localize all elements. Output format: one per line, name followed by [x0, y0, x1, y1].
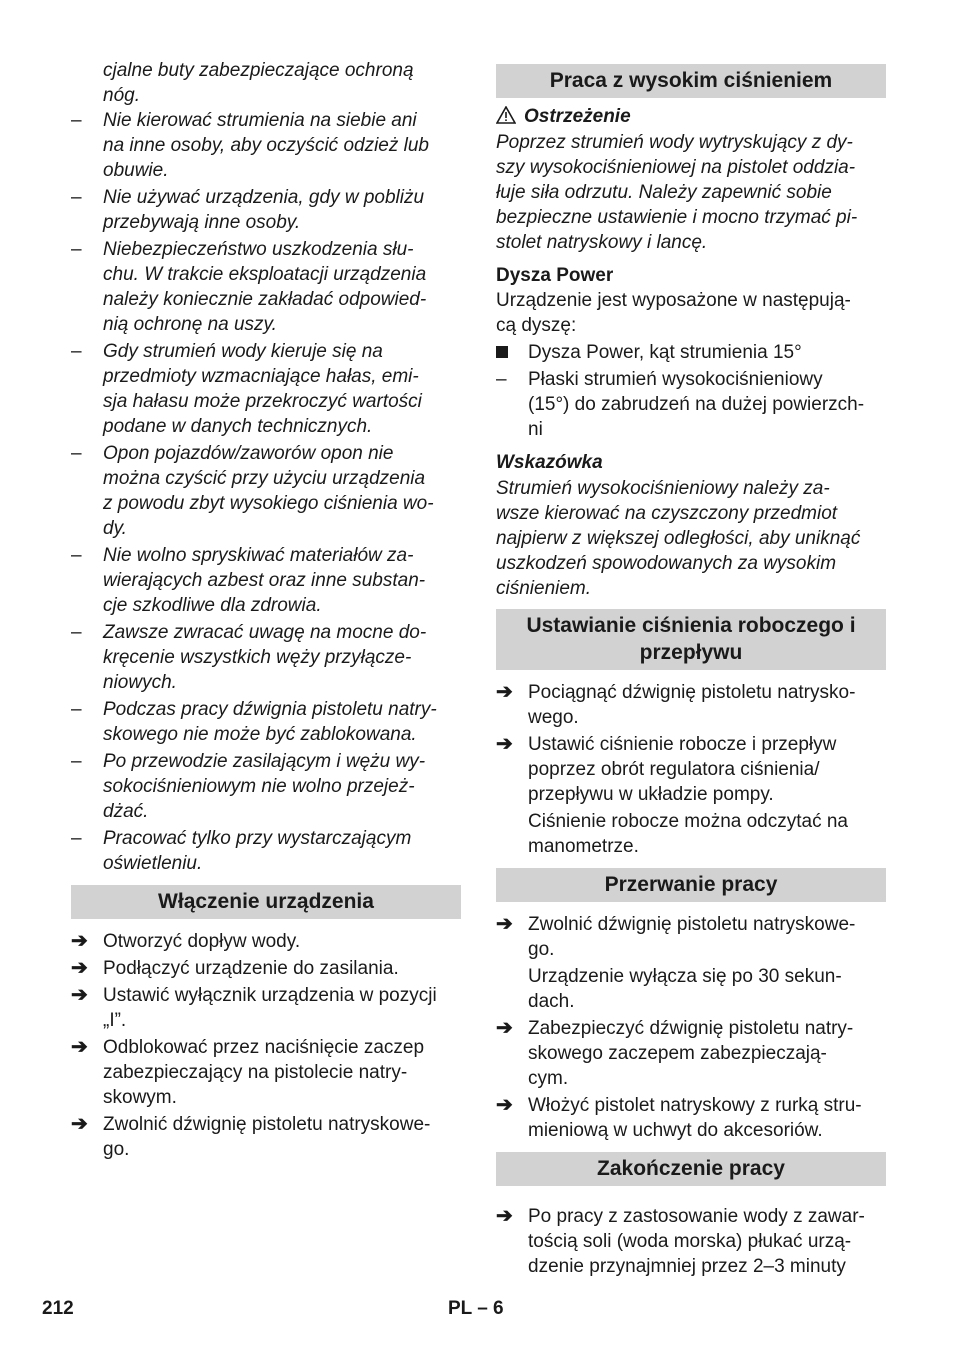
dash-marker: – — [71, 699, 82, 720]
list-item — [496, 1093, 886, 1143]
warning-text — [496, 130, 886, 255]
warning-triangle-icon — [496, 106, 516, 124]
arrow-right-icon: ➔ — [71, 930, 88, 952]
footer-page-number: 212 — [42, 1298, 74, 1319]
text-line: cym. — [528, 1068, 569, 1089]
list-item — [71, 1035, 461, 1110]
pressure-title-line: przepływu — [639, 641, 743, 664]
text-line: Odblokować przez naciśnięcie zaczep — [103, 1037, 425, 1058]
safety-dash-list — [71, 108, 461, 876]
text-line: Zwolnić dźwignię pistoletu natryskowe- — [103, 1114, 431, 1135]
text-line: sokociśnieniowym nie wolno przejeż- — [103, 776, 415, 797]
warning-label: Ostrzeżenie — [524, 106, 631, 127]
text-line: Ustawić wyłącznik urządzenia w pozycji — [103, 985, 437, 1006]
text-line: dy. — [103, 518, 127, 539]
section-heading-pressure — [496, 609, 886, 670]
right-column — [496, 58, 886, 1281]
text-line: przepływu w układzie pompy. — [528, 784, 774, 805]
text-line: skowym. — [103, 1087, 177, 1108]
arrow-right-icon: ➔ — [496, 1094, 513, 1116]
text-line: Nie wolno spryskiwać materiałów za- — [103, 545, 414, 566]
square-item-text: Dysza Power, kąt strumienia 15° — [528, 342, 802, 363]
arrow-right-icon: ➔ — [496, 1017, 513, 1039]
text-line: go. — [528, 939, 555, 960]
text-line: Nie kierować strumienia na siebie ani — [103, 110, 417, 131]
list-item — [71, 543, 461, 618]
text-line: nią ochronę na uszy. — [103, 314, 277, 335]
text-line: Nie używać urządzenia, gdy w pobliżu — [103, 187, 425, 208]
text-line: skowego zaczepem zabezpieczają- — [528, 1043, 827, 1064]
text-line: Otworzyć dopływ wody. — [103, 931, 301, 952]
text-line: wierających azbest oraz inne substan- — [103, 570, 426, 591]
list-item — [71, 826, 461, 876]
text-line: manometrze. — [528, 836, 639, 857]
text-line: chu. W trakcie eksploatacji urządzenia — [103, 264, 427, 285]
text-line: oświetleniu. — [103, 853, 203, 874]
text-line: Po pracy z zastosowanie wody z zawar- — [528, 1206, 865, 1227]
text-line: skowego nie może być zablokowana. — [103, 724, 417, 745]
text-line: Strumień wysokociśnieniowy należy za- — [496, 478, 830, 499]
section-heading-end: Zakończenie pracy — [496, 1152, 886, 1186]
intro-line: nóg. — [103, 85, 140, 106]
text-line: ciśnieniem. — [496, 578, 592, 599]
text-line: łuje siła odrzutu. Należy zapewnić sobie — [496, 182, 832, 203]
text-line: z powodu zbyt wysokiego ciśnienia wo- — [103, 493, 434, 514]
text-line: (15°) do zabrudzeń na dużej powierzch- — [528, 394, 865, 415]
arrow-right-icon: ➔ — [71, 984, 88, 1006]
text-line: ni — [528, 419, 543, 440]
text-line: cje szkodliwe dla zdrowia. — [103, 595, 322, 616]
text-line: bezpieczne ustawienie i mocno trzymać pi- — [496, 207, 858, 228]
list-item — [496, 732, 886, 807]
list-item — [496, 912, 886, 962]
text-line: kręcenie wszystkich węży przyłącze- — [103, 647, 412, 668]
arrow-right-icon: ➔ — [71, 1036, 88, 1058]
text-line: można czyścić przy użyciu urządzenia — [103, 468, 426, 489]
text-line: Po przewodzie zasilającym i wężu wy- — [103, 751, 426, 772]
break-step-1 — [496, 912, 886, 962]
text-line: Poprzez strumień wody wytryskujący z dy- — [496, 132, 853, 153]
nozzle-intro — [496, 288, 886, 338]
arrow-right-icon: ➔ — [496, 1205, 513, 1227]
list-item — [496, 367, 886, 442]
pressure-title-line: Ustawianie ciśnienia roboczego i — [526, 614, 856, 637]
dash-marker: – — [71, 622, 82, 643]
text-line: Urządzenie jest wyposażone w następują- — [496, 290, 851, 311]
list-item — [71, 620, 461, 695]
text-line: Podczas pracy dźwignia pistoletu natry- — [103, 699, 437, 720]
text-line: dzenie przynajmniej przez 2–3 minuty — [528, 1256, 846, 1277]
paragraph — [496, 130, 886, 255]
text-line: Włożyć pistolet natryskowy z rurką stru- — [528, 1095, 862, 1116]
text-line: stolet natryskowy i lancę. — [496, 232, 708, 253]
section-heading-switch-on: Włączenie urządzenia — [71, 885, 461, 919]
text-line: podane w danych technicznych. — [103, 416, 373, 437]
note-label: Wskazówka — [496, 452, 603, 473]
text-line: na inne osoby, aby oczyścić odzież lub — [103, 135, 429, 156]
nozzle-heading: Dysza Power — [496, 265, 614, 286]
text-line: przedmioty wzmacniające hałas, emi- — [103, 366, 419, 387]
list-item — [71, 697, 461, 747]
footer-language-page: PL – 6 — [448, 1298, 504, 1319]
text-line: Płaski strumień wysokociśnieniowy — [528, 369, 823, 390]
text-line: „I”. — [103, 1010, 127, 1031]
intro-line: cjalne buty zabezpieczające ochroną — [103, 60, 414, 81]
dash-marker: – — [71, 828, 82, 849]
text-line: Ustawić ciśnienie robocze i przepływ — [528, 734, 837, 755]
list-item — [496, 1016, 886, 1091]
dash-marker: – — [496, 369, 507, 390]
text-line: Zwolnić dźwignię pistoletu natryskowe- — [528, 914, 856, 935]
dash-marker: – — [71, 187, 82, 208]
list-item — [71, 185, 461, 235]
text-line: dżać. — [103, 801, 149, 822]
paragraph — [496, 476, 886, 601]
list-item — [71, 1112, 461, 1162]
text-line: zabezpieczający na pistolecie natry- — [103, 1062, 408, 1083]
arrow-right-icon: ➔ — [496, 681, 513, 703]
text-line: go. — [103, 1139, 130, 1160]
text-line: należy koniecznie zakładać odpowied- — [103, 289, 427, 310]
dash-marker: – — [71, 751, 82, 772]
arrow-right-icon: ➔ — [71, 1113, 88, 1135]
paragraph — [496, 964, 886, 1014]
dash-marker: – — [71, 341, 82, 362]
pressure-steps — [496, 680, 886, 807]
list-item — [71, 237, 461, 337]
text-line: wego. — [528, 707, 579, 728]
text-line: cą dyszę: — [496, 315, 577, 336]
dash-marker: – — [71, 443, 82, 464]
arrow-right-icon: ➔ — [71, 957, 88, 979]
text-line: mieniową w uchwyt do akcesoriów. — [528, 1120, 823, 1141]
note-heading — [496, 450, 886, 475]
text-line: Podłączyć urządzenie do zasilania. — [103, 958, 399, 979]
list-item — [71, 108, 461, 183]
pressure-after-text — [496, 809, 886, 859]
arrow-right-icon: ➔ — [496, 733, 513, 755]
end-steps — [496, 1204, 886, 1279]
list-item — [71, 929, 461, 954]
text-line: przebywają inne osoby. — [103, 212, 301, 233]
list-item — [496, 1204, 886, 1279]
text-line: szy wysokociśnieniowej na pistolet oddzia- — [496, 157, 856, 178]
square-bullet-icon — [496, 340, 524, 365]
list-item — [71, 339, 461, 439]
arrow-right-icon: ➔ — [496, 913, 513, 935]
section-heading-break: Przerwanie pracy — [496, 868, 886, 902]
break-after-text — [496, 964, 886, 1014]
text-line: Niebezpieczeństwo uszkodzenia słu- — [103, 239, 414, 260]
text-line: Pracować tylko przy wystarczającym — [103, 828, 412, 849]
text-line: uszkodzeń spowodowanych za wysokim — [496, 553, 837, 574]
left-column — [71, 58, 461, 1164]
list-item — [71, 441, 461, 541]
list-item — [71, 983, 461, 1033]
text-line: Ciśnienie robocze można odczytać na — [528, 811, 849, 832]
text-line: tością soli (woda morska) płukać urzą- — [528, 1231, 852, 1252]
list-item — [496, 680, 886, 730]
text-line: obuwie. — [103, 160, 169, 181]
text-line: najpierw z większej odległości, aby uniknąć — [496, 528, 861, 549]
list-item — [71, 956, 461, 981]
text-line: Pociągnąć dźwignię pistoletu natrysko- — [528, 682, 856, 703]
text-line: Zabezpieczyć dźwignię pistoletu natry- — [528, 1018, 854, 1039]
dash-marker: – — [71, 110, 82, 131]
square-list-item — [496, 340, 886, 365]
note-text — [496, 476, 886, 601]
dash-marker: – — [71, 239, 82, 260]
warning-heading — [496, 104, 886, 129]
paragraph — [496, 809, 886, 859]
text-line: sja hałasu może przekroczyć wartości — [103, 391, 422, 412]
section-heading-high-pressure: Praca z wysokim ciśnieniem — [496, 64, 886, 98]
text-line: Gdy strumień wody kieruje się na — [103, 341, 383, 362]
nozzle-dash-item — [496, 367, 886, 442]
text-line: Urządzenie wyłącza się po 30 sekun- — [528, 966, 842, 987]
text-line: niowych. — [103, 672, 177, 693]
text-line: Opon pojazdów/zaworów opon nie — [103, 443, 394, 464]
dash-marker: – — [71, 545, 82, 566]
text-line: poprzez obrót regulatora ciśnienia/ — [528, 759, 820, 780]
text-line: Zawsze zwracać uwagę na mocne do- — [103, 622, 427, 643]
break-steps — [496, 1016, 886, 1143]
text-line: wsze kierować na czyszczony przedmiot — [496, 503, 838, 524]
switch-on-steps — [71, 929, 461, 1162]
list-item — [71, 749, 461, 824]
text-line: dach. — [528, 991, 575, 1012]
paragraph — [496, 288, 886, 338]
intro-continuation — [71, 58, 461, 108]
